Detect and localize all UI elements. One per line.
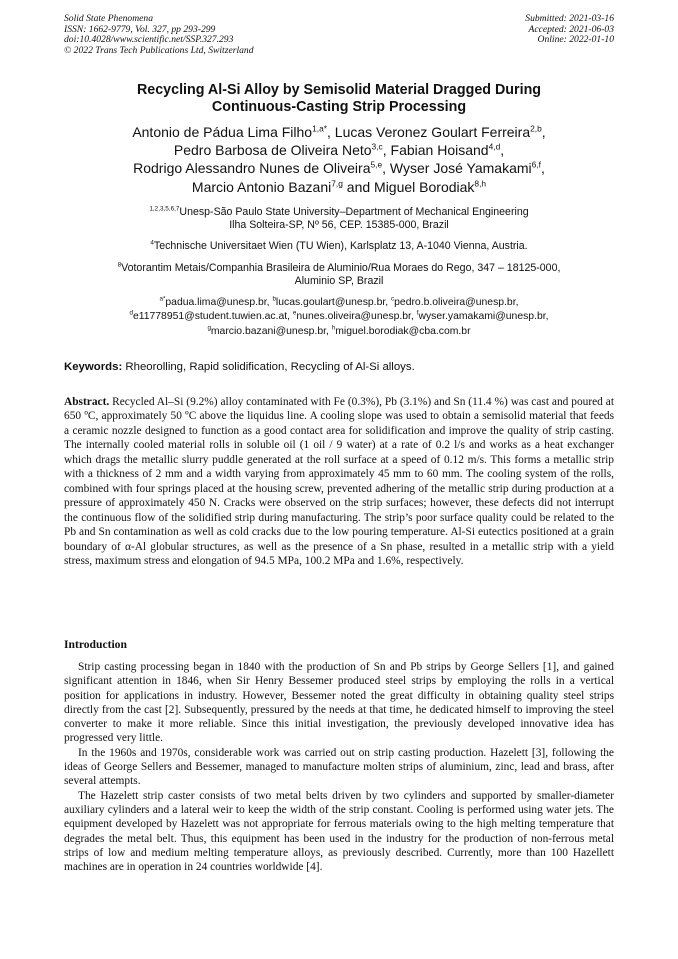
author-name: Lucas Veronez Goulart Ferreira (334, 124, 531, 140)
paragraph: Strip casting processing began in 1840 with the production of Sn and Pb strips by George Sellers [1], and gained significant attention in 1846, when Sir Henry Bessemer produced steel strips by employing the rolls in a vertical position for applications in industry. However, Bessemer noted the great difficulty in obtaining quality steel strips directly from the cast [2]. Subsequently, pressured by the needs at that time, he dedicated himself to improving the steel converter to make it more reliable. Since this initial investigation, the previously developed innovative idea has progressed very little. (64, 661, 614, 745)
affiliation-unesp: $^{1,2,3,5,6,7}$Unesp-São Paulo State University–Department of Mechanical Engineering Ilha Solteira-SP, Nº 56, CEP. 15385-000, Brazil (149, 205, 529, 231)
online-date: Online: 2022-01-10 (537, 34, 614, 46)
author-name: Pedro Barbosa de Oliveira Neto (173, 142, 372, 159)
email-link[interactable]: padua.lima@unesp.br, (165, 297, 273, 308)
paragraph: The Hazelett strip caster consists of two metal belts driven by two cylinders and supported by smaller-diameter auxiliary cylinders and a lateral weir to keep the width of the strip constant. Cooling is performed using water jets. The equipment developed by Hazelett was not appropriate for ferrous materials owing to the high melting temperature that degrades the metal belt. Thus, this equipment has been used in the industry for the production of non-ferrous metal strips of low and medium melting temperature alloys, as previously described. Currently, more than 100 Hazellett machines are in operation in 24 countries worldwide [4]. (64, 789, 614, 874)
journal-name: Solid State Phenomena (64, 13, 153, 24)
email-link[interactable]: lucas.goulart@unesp.br, (275, 297, 392, 308)
author-list: Antonio de Pádua Lima Filho$^{1,a*}$, Lucas Veronez Goulart Ferreira$^{2,b}$, Pedro Barbosa de Oliveira Neto$^{3,c}$, Fabian Hoisand$^{4,d}$, Rodrigo Alessandro Nunes de Oliveira$^{5,e}$, Wyser José Yamakami$^{6,f}$, Marcio Antonio Bazani$^{7,g}$ and Miguel Borodiak$^{8,h}$ (132, 123, 546, 195)
keywords-text: Rheorolling, Rapid solidification, Recycling of Al-Si alloys. (122, 361, 415, 373)
author-emails: $^{a*}$padua.lima@unesp.br, $^b$lucas.goulart@unesp.br, $^c$pedro.b.oliveira@unesp.br, $^d$e11778951@student.tuwien.ac.at, $^e$nunes.oliveira@unesp.br, $^f$wyser.yamakami@unesp.br, $^g$marcio.bazani@unesp.br, $^h$miguel.borodiak@cba.com.br (129, 295, 549, 337)
email-link[interactable]: nunes.oliveira@unesp.br, (296, 311, 417, 323)
accepted-date: Accepted: 2021-06-03 (528, 23, 614, 35)
keywords (64, 360, 614, 374)
affiliation-tuwien: $^4$Technische Universitaet Wien (TU Wien), Karlsplatz 13, A-1040 Vienna, Austria. (150, 239, 528, 252)
author-name: Miguel Borodiak (374, 178, 475, 195)
journal-info (64, 14, 254, 56)
email-link[interactable]: marcio.bazani@unesp.br, (210, 325, 332, 337)
section-heading-introduction: Introduction (64, 638, 127, 651)
journal-issn: ISSN: 1662-9779, Vol. 327, pp 293-299 (64, 23, 216, 35)
paragraph: In the 1960s and 1970s, considerable work was carried out on strip casting production. Hazelett [3], following the ideas of George Sellers and Bessemer, managed to manufacture molten strips of aluminium, zinc, lead and brass, after several attempts. (64, 746, 614, 788)
email-link[interactable]: pedro.b.oliveira@unesp.br, (394, 297, 519, 308)
author-name: Antonio de Pádua Lima Filho (132, 124, 313, 140)
paper-title: Recycling Al-Si Alloy by Semisolid Material Dragged During Continuous-Casting Strip Processing (136, 82, 542, 115)
copyright: © 2022 Trans Tech Publications Ltd, Switzerland (64, 44, 254, 56)
abstract-text: Recycled Al–Si (9.2%) alloy contaminated with Fe (0.3%), Pb (3.1%) and Sn (11.4 %) was cast and poured at 650 ºC, approximately 50 ºC above the liquidus line. A cooling slope was used to obtain a semisolid material that feeds a ceramic nozzle designed to function as a good contact area for solidification and improve the quality of strip casting. The internally cooled material rolls in soluble oil (1 oil / 9 water) at a rate of 0.2 l/s and works as a heat exchanger which drags the metallic slurry puddle generated at the roll surface at a speed of 0.12 m/s. This forms a metallic strip with a thickness of 2 mm and a width varying from approximately 45 mm to 60 mm. The cooling system of the rolls, combined with four springs placed at the housing screw, prevented adhering of the metallic strip during production at a pressure of approximately 450 N. Cracks were observed on the strip surfaces; however, these defects did not interrupt the continuous flow of the solidified strip during manufacturing. The strip’s poor surface quality could be related to the Pb and Sn contamination as well as cold cracks due to the low pouring temperature. Al-Si eutectics positioned at a grain boundary of α-Al globular structures, as well as the presence of a Sn phase, resulted in a metallic strip with a yield stress, maximum stress and elongation of 94.5 MPa, 100.2 MPa and 1.6%, respectively. (64, 396, 614, 567)
author-name: Fabian Hoisand (390, 142, 489, 159)
submitted-date: Submitted: 2021-03-16 (525, 13, 614, 24)
abstract-label: Abstract. (64, 396, 110, 408)
affiliation-votorantim: $^8$Votorantim Metais/Companhia Brasileira de Aluminio/Rua Moraes do Rego, 347 – 18125-000, Aluminio SP, Brazil (117, 261, 561, 287)
email-link[interactable]: e11778951@student.tuwien.ac.at, (132, 311, 293, 323)
author-name: Rodrigo Alessandro Nunes de Oliveira (133, 160, 371, 177)
email-link[interactable]: miguel.borodiak@cba.com.br (335, 325, 471, 337)
abstract (64, 395, 614, 568)
author-name: Wyser José Yamakami (389, 160, 532, 177)
keywords-label: Keywords: (64, 361, 123, 373)
author-name: Marcio Antonio Bazani (191, 178, 332, 195)
submission-dates (525, 14, 614, 46)
email-link[interactable]: wyser.yamakami@unesp.br, (418, 311, 549, 323)
journal-doi: doi:10.4028/www.scientific.net/SSP.327.293 (64, 34, 234, 46)
introduction-body (64, 660, 614, 874)
